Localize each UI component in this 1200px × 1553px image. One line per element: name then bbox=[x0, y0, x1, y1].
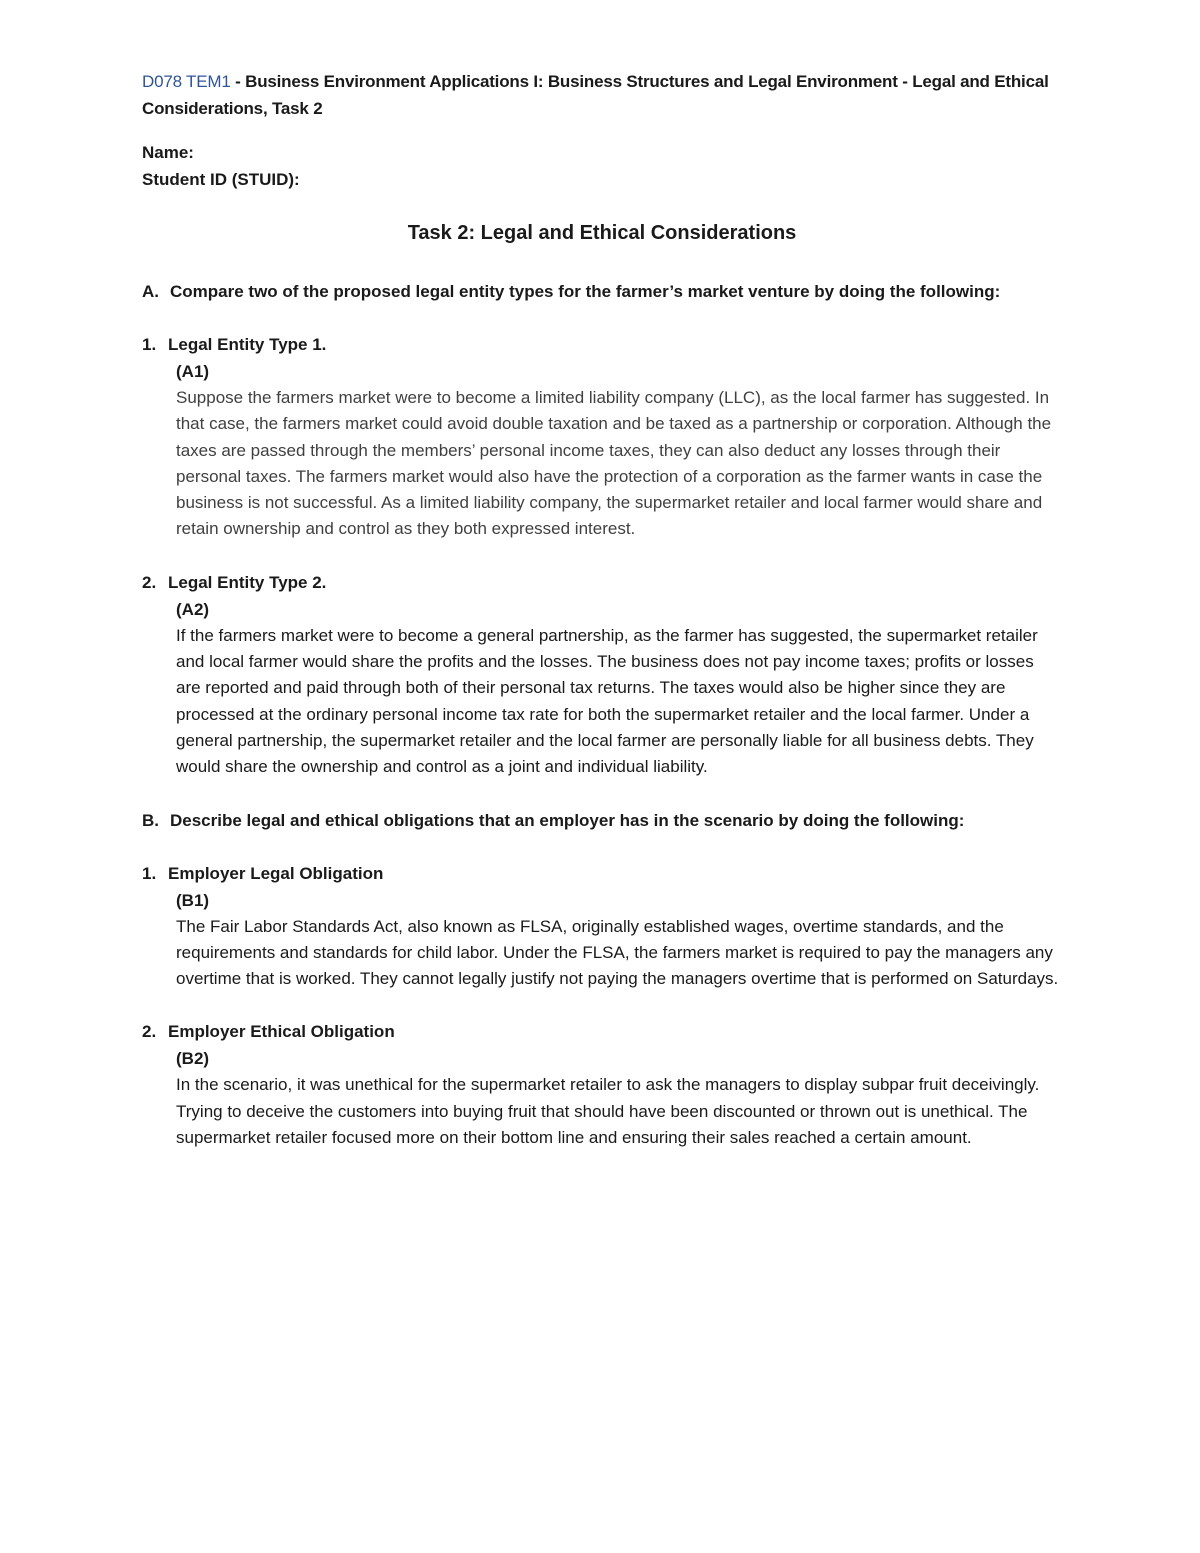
section-b-marker: B. bbox=[142, 810, 159, 830]
item-a2-heading bbox=[142, 569, 1062, 596]
item-b2-heading bbox=[142, 1018, 1062, 1045]
section-a-heading bbox=[142, 278, 1062, 305]
section-a-text: Compare two of the proposed legal entity types for the farmer’s market venture by doing the following: bbox=[170, 282, 1001, 301]
item-b2-code: (B2) bbox=[176, 1049, 210, 1069]
item-a1-code: (A1) bbox=[176, 362, 210, 381]
item-b1-body bbox=[176, 887, 1062, 993]
item-a1 bbox=[142, 331, 1062, 543]
item-b1 bbox=[142, 860, 1062, 993]
item-b2-title: Employer Ethical Obligation bbox=[168, 1022, 395, 1042]
item-b2-text: In the scenario, it was unethical for the supermarket retailer to ask the managers to display subpar fruit deceivingly. Trying to deceive the customers into buying fruit that should have been discounted or thrown out is unethical. The supermarket retailer focused more on their bottom line and ensuring their sales reached a certain amount. bbox=[176, 1075, 1040, 1148]
section-a-marker: A. bbox=[142, 282, 159, 301]
item-a2-marker: 2. bbox=[142, 572, 157, 592]
name-label: Name: bbox=[142, 143, 194, 162]
task-title: Task 2: Legal and Ethical Considerations bbox=[407, 222, 797, 244]
section-b-heading bbox=[142, 807, 1062, 834]
item-a1-text: Suppose the farmers market were to become a limited liability company (LLC), as the local farmer has suggested. In that case, the farmers market could avoid double taxation and be taxed as a partnership or corporation. Although the taxes are passed through the members’ personal income taxes, they can also deduct any losses through their personal taxes. The farmers market would also have the protection of a corporation as the farmer wants in case the business is not successful. As a limited liability company, the supermarket retailer and local farmer would share and retain ownership and control as they both expressed interest. bbox=[176, 388, 1052, 539]
document-header bbox=[142, 68, 1062, 122]
item-a2-text: If the farmers market were to become a general partnership, as the farmer has suggested, the supermarket retailer and local farmer would share the profits and the losses. The business does not pay income taxes; profits or losses are reported and paid through both of their personal tax returns. The taxes would also be higher since they are processed at the ordinary personal income tax rate for both the supermarket retailer and the local farmer. Under a general partnership, the supermarket retailer and the local farmer are personally liable for all business debts. They would share the ownership and control as a joint and individual liability. bbox=[176, 625, 1038, 777]
item-b2-body bbox=[176, 1045, 1062, 1151]
section-b-text: Describe legal and ethical obligations that an employer has in the scenario by doing the following: bbox=[170, 810, 965, 830]
item-a2 bbox=[142, 569, 1062, 781]
item-a2-body bbox=[176, 596, 1062, 781]
item-a1-title: Legal Entity Type 1. bbox=[168, 335, 327, 354]
item-b1-marker: 1. bbox=[142, 863, 157, 883]
item-a2-code: (A2) bbox=[176, 599, 210, 619]
course-code: D078 TEM1 bbox=[142, 72, 231, 91]
item-b1-title: Employer Legal Obligation bbox=[168, 863, 384, 883]
student-id-label: Student ID (STUID): bbox=[142, 170, 300, 189]
student-info bbox=[142, 139, 1062, 193]
document-page bbox=[142, 68, 1062, 1151]
item-b1-code: (B1) bbox=[176, 890, 210, 910]
item-b2-marker: 2. bbox=[142, 1022, 157, 1042]
course-title: - Business Environment Applications I: Business Structures and Legal Environment - Legal and Ethical Considerations, Task 2 bbox=[142, 72, 1049, 118]
item-a1-body bbox=[176, 358, 1062, 543]
item-b1-heading bbox=[142, 860, 1062, 887]
item-a1-marker: 1. bbox=[142, 335, 157, 354]
item-b1-text: The Fair Labor Standards Act, also known as FLSA, originally established wages, overtime standards, and the requirements and standards for child labor. Under the FLSA, the farmers market is required to pay the managers any overtime that is worked. They cannot legally justify not paying the managers overtime that is performed on Saturdays. bbox=[176, 916, 1059, 989]
item-a2-title: Legal Entity Type 2. bbox=[168, 572, 327, 592]
item-b2 bbox=[142, 1018, 1062, 1151]
item-a1-heading bbox=[142, 331, 1062, 358]
